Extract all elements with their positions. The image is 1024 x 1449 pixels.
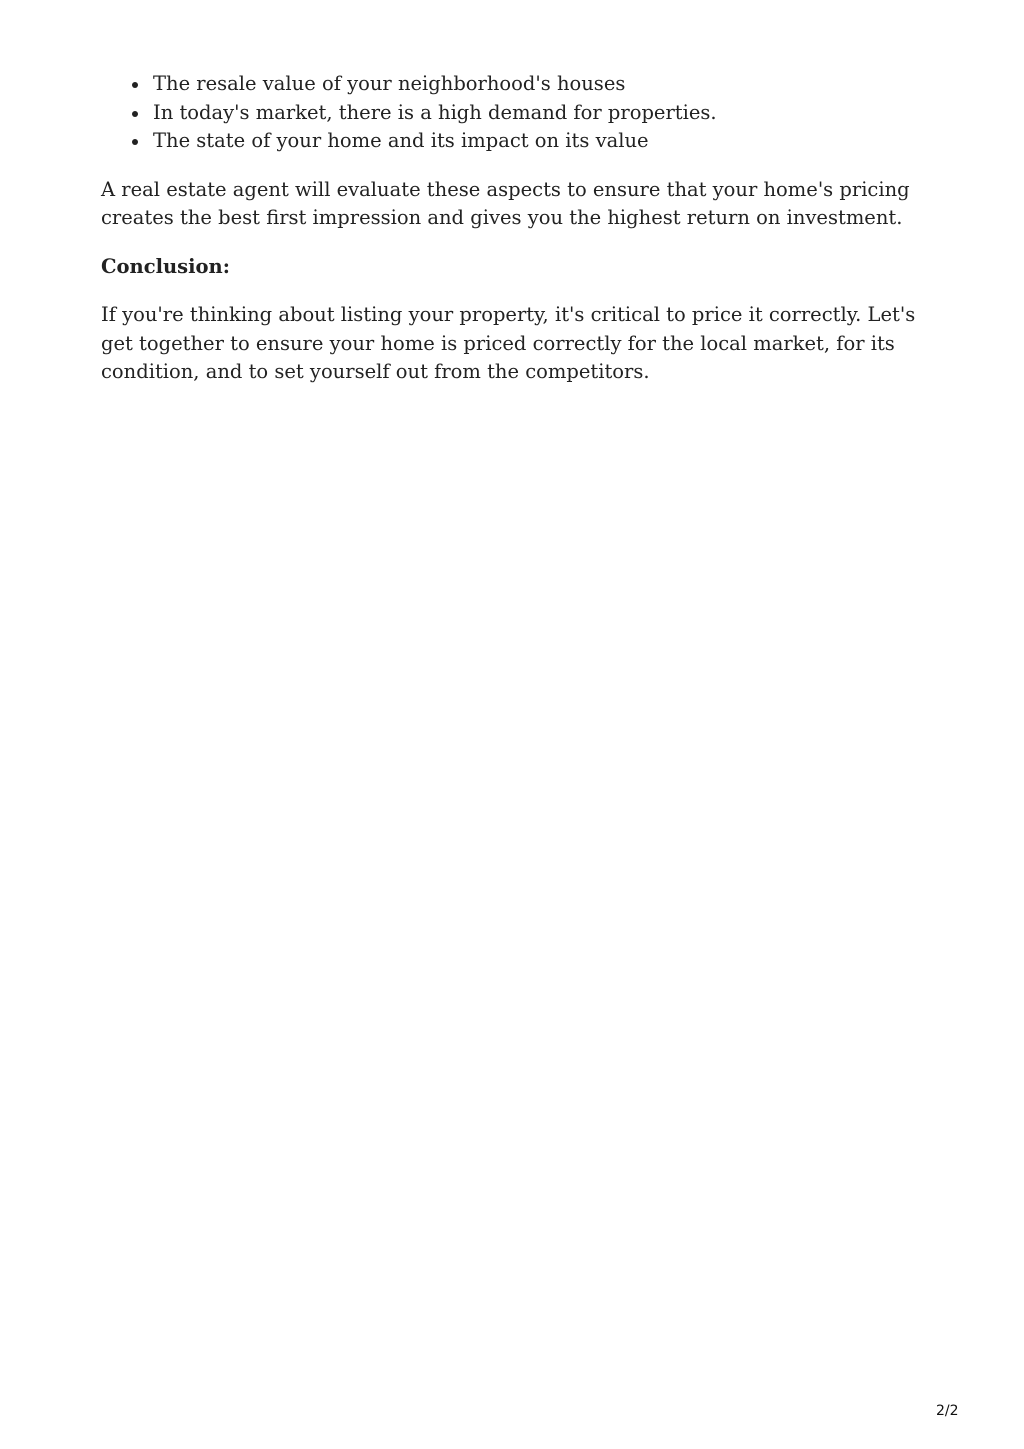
bullet-item: The state of your home and its impact on its value: [153, 127, 921, 156]
conclusion-paragraph: If you're thinking about listing your property, it's critical to price it correctly. Let's get together to ensure your home is priced correctly for the local market, for its condition, and to set yourself out from the competitors.: [101, 303, 916, 383]
page-number: 2/2: [936, 1403, 959, 1419]
conclusion-heading: Conclusion:: [101, 254, 230, 278]
bullet-item: The resale value of your neighborhood's houses: [153, 70, 921, 99]
evaluation-paragraph: A real estate agent will evaluate these aspects to ensure that your home's pricing creates the best first impression and gives you the highest return on investment.: [101, 177, 910, 229]
document-body: [101, 70, 921, 387]
bullet-item: In today's market, there is a high demand for properties.: [153, 99, 921, 128]
bullet-list: [101, 70, 921, 156]
